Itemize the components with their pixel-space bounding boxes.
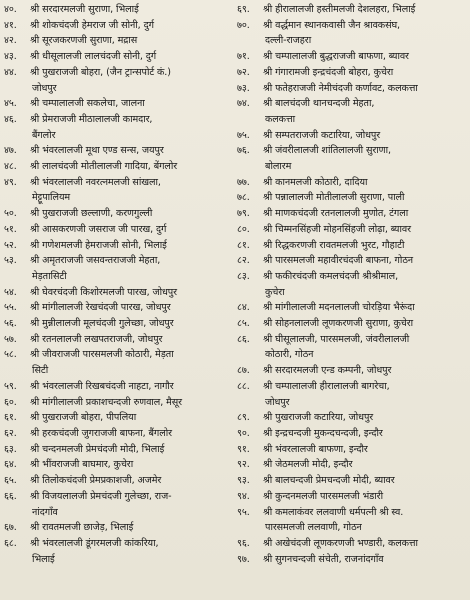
entry-text: श्री रिद्धकरणजी रावतमलजी भुरट, गौहाटी bbox=[263, 239, 405, 251]
entry-text: श्री जेठमलजी मोदी, इन्दौर bbox=[263, 459, 353, 471]
entry-number: ९५. bbox=[237, 506, 250, 518]
donor-entry bbox=[237, 253, 468, 269]
donor-entry bbox=[4, 426, 232, 442]
entry-text-continuation: कुचेरा bbox=[265, 286, 285, 298]
entry-number: ४०. bbox=[4, 4, 17, 15]
entry-text: श्री लालचंदजी मोतीलालजी गादिया, बेंगलोर bbox=[30, 161, 178, 173]
entry-number: ५१. bbox=[4, 223, 17, 235]
entry-number: ९१. bbox=[237, 443, 250, 455]
left-column bbox=[4, 2, 232, 567]
donor-entry bbox=[4, 18, 232, 34]
entry-text: श्री घीसूलालजी, पारसमलजी, जंवरीलालजी bbox=[263, 333, 410, 345]
entry-number: ६०. bbox=[4, 396, 17, 408]
entry-text: श्री सरदारमलजी एन्ड कम्पनी, जोधपुर bbox=[263, 365, 392, 377]
entry-number: ९२. bbox=[237, 459, 250, 471]
entry-number: ४६. bbox=[4, 113, 17, 125]
entry-text: श्री घेवरचंदजी किशोरमलजी पारख, जोधपुर bbox=[30, 286, 177, 298]
entry-text: श्री जंवरीलालजी शांतिलालजी सुराणा, bbox=[263, 145, 391, 157]
entry-number: ९३. bbox=[237, 475, 250, 487]
entry-number: ६१. bbox=[4, 412, 17, 424]
donor-entry bbox=[237, 175, 468, 191]
donor-entry bbox=[237, 18, 468, 49]
donor-entry bbox=[237, 269, 468, 300]
entry-number: ४७. bbox=[4, 145, 17, 157]
donor-entry bbox=[237, 128, 468, 144]
entry-number: ५४. bbox=[4, 286, 17, 298]
entry-number: ९६. bbox=[237, 537, 250, 549]
entry-number: ९४. bbox=[237, 490, 250, 502]
donor-entry bbox=[237, 81, 468, 97]
entry-text-continuation: दल्ली-राजहरा bbox=[265, 35, 312, 47]
entry-number: ५०. bbox=[4, 208, 17, 220]
donor-entry bbox=[4, 175, 232, 206]
donor-entry bbox=[4, 379, 232, 395]
entry-text: श्री भंवरलालजी रिखबचंदजी नाहटा, नागौर bbox=[30, 380, 174, 392]
entry-text: श्री पुखराजजी बोहरा, (जैन ट्रान्सपोर्ट कं.) bbox=[30, 66, 171, 78]
entry-number: ४३. bbox=[4, 51, 17, 63]
donor-entry bbox=[237, 442, 468, 458]
entry-number: ९७. bbox=[237, 553, 250, 565]
donor-entry bbox=[4, 2, 232, 18]
donor-entry bbox=[237, 300, 468, 316]
donor-entry bbox=[4, 238, 232, 254]
entry-number: ७८. bbox=[237, 192, 250, 204]
entry-number: ७४. bbox=[237, 98, 250, 110]
donor-entry bbox=[4, 489, 232, 520]
entry-number: ८८. bbox=[237, 380, 250, 392]
entry-text: श्री वर्द्धमान स्थानकवासी जैन श्रावकसंघ, bbox=[263, 19, 400, 31]
entry-text: श्री सरदारमलजी सुराणा, भिलाई bbox=[30, 4, 139, 15]
entry-text: श्री बालचंदजी थानचन्दजी मेहता, bbox=[263, 98, 375, 110]
donor-entry bbox=[237, 536, 468, 552]
donor-entry bbox=[4, 536, 232, 567]
entry-text: श्री भंवरलालजी मूथा एण्ड सन्स, जयपुर bbox=[30, 145, 164, 157]
entry-text: श्री गणेशमलजी हेमराजजी सोनी, भिलाई bbox=[30, 239, 167, 251]
donor-entry bbox=[4, 65, 232, 96]
donor-entry bbox=[237, 473, 468, 489]
donor-entry bbox=[4, 520, 232, 536]
entry-number: ६८. bbox=[4, 537, 17, 549]
entry-number: ४९. bbox=[4, 176, 17, 188]
entry-text: श्री मांगीलालजी प्रकाशचन्दजी रुणवाल, मैसूर bbox=[30, 396, 182, 408]
donor-entry bbox=[4, 457, 232, 473]
donor-entry bbox=[237, 426, 468, 442]
donor-entry bbox=[4, 143, 232, 159]
donor-entry bbox=[237, 363, 468, 379]
entry-text-continuation: भिलाई bbox=[32, 553, 55, 565]
entry-text: श्री फतेहराजजी नेमीचंदजी कर्णावट, कलकत्ता bbox=[263, 82, 418, 94]
entry-text: श्री प्रेमराजजी मीठालालजी कामदार, bbox=[30, 113, 153, 125]
entry-text: श्री अखेचंदजी लूणकरणजी भण्डारी, कलकत्ता bbox=[263, 537, 418, 549]
entry-text: श्री कुन्दनमलजी पारसमलजी भंडारी bbox=[263, 490, 383, 502]
entry-text-continuation: मेट्टूपालियम bbox=[32, 192, 71, 204]
entry-text: श्री गंगारामजी इन्द्रचंदजी बोहरा, कुचेरा bbox=[263, 66, 394, 78]
entry-number: ८१. bbox=[237, 239, 250, 251]
entry-number: ५८. bbox=[4, 349, 17, 361]
entry-number: ७२. bbox=[237, 66, 250, 78]
donor-entry bbox=[237, 379, 468, 410]
entry-text: श्री सम्पतराजजी कटारिया, जोधपुर bbox=[263, 129, 381, 141]
entry-text: श्री माणकचंदजी रतनलालजी मुणोत, टंगला bbox=[263, 208, 409, 220]
entry-number: ५२. bbox=[4, 239, 17, 251]
entry-text-continuation: नांदगाँव bbox=[32, 506, 58, 518]
donor-entry bbox=[237, 316, 468, 332]
donor-entry bbox=[4, 410, 232, 426]
entry-text: श्री कमलाकंवर ललवाणी धर्मपत्नी श्री स्व. bbox=[263, 506, 404, 518]
donor-entry bbox=[4, 332, 232, 348]
entry-text-continuation: बैंगलोर bbox=[32, 129, 56, 141]
entry-text: श्री धीसूलालजी लालचंदजी सोनी, दुर्ग bbox=[30, 51, 157, 63]
entry-text: श्री चिम्मनसिंहजी मोहनसिंहजी लोढ़ा, ब्यावर bbox=[263, 223, 411, 235]
entry-text: श्री हरकचंदजी जुगराजजी बाफना, बैंगलोर bbox=[30, 427, 172, 439]
entry-text: श्री रावतमलजी छाजेड़, भिलाई bbox=[30, 522, 134, 534]
donor-entry bbox=[237, 143, 468, 174]
donor-entry bbox=[4, 159, 232, 175]
donor-entry bbox=[4, 206, 232, 222]
donor-entry bbox=[4, 253, 232, 284]
entry-text: श्री चम्पालालजी बुद्धराजजी बाफणा, ब्यावर bbox=[263, 51, 409, 63]
donor-entry bbox=[4, 49, 232, 65]
donor-entry bbox=[4, 285, 232, 301]
entry-text: श्री सुगनचन्दजी संचेती, राजनांदगाँव bbox=[263, 553, 384, 565]
entry-text: श्री विजयलालजी प्रेमचंदजी गुलेच्छा, राज- bbox=[30, 490, 172, 502]
donor-entry bbox=[237, 190, 468, 206]
donor-entry bbox=[4, 395, 232, 411]
donor-entry bbox=[237, 49, 468, 65]
entry-text: श्री पुखराजजी छल्लाणी, करणगुल्ली bbox=[30, 208, 153, 220]
entry-text: श्री रतनलालजी लखपतराजजी, जोधपुर bbox=[30, 333, 163, 345]
entry-text: श्री पुखराजजी बोहरा, पीपलिया bbox=[30, 412, 137, 424]
donor-entry bbox=[4, 96, 232, 112]
entry-number: ८३. bbox=[237, 270, 250, 282]
entry-text: श्री पारसमलजी महावीरचंदजी बाफना, गोठन bbox=[263, 255, 414, 267]
entry-text-continuation: जोधपुर bbox=[32, 82, 57, 94]
entry-text-continuation: बोलारम bbox=[265, 161, 292, 173]
donor-entry bbox=[4, 442, 232, 458]
donor-entry bbox=[4, 300, 232, 316]
entry-text: श्री जीवराजजी पारसमलजी कोठारी, मेड़ता bbox=[30, 349, 174, 361]
entry-text: श्री सोहनलालजी लूणकरणजी सुराणा, कुचेरा bbox=[263, 318, 414, 330]
entry-number: ७५. bbox=[237, 129, 250, 141]
entry-text-continuation: मेड़तासिटी bbox=[32, 270, 67, 282]
entry-number: ७९. bbox=[237, 208, 250, 220]
entry-text: श्री हीरालालजी हस्तीमलजी देशलहरा, भिलाई bbox=[263, 4, 416, 15]
donor-entry bbox=[237, 238, 468, 254]
entry-text: श्री भंवरलालजी नवरत्नमलजी सांखला, bbox=[30, 176, 161, 188]
entry-number: ४१. bbox=[4, 19, 17, 31]
entry-text: श्री बालचन्दजी प्रेमचन्दजी मोदी, ब्यावर bbox=[263, 475, 395, 487]
entry-text: श्री आसकरणजी जसराज जी पारख, दुर्ग bbox=[30, 223, 167, 235]
entry-text: श्री मुन्नीलालजी मूलचंदजी गुलेच्छा, जोधपुर bbox=[30, 318, 174, 330]
entry-number: ५६. bbox=[4, 318, 17, 330]
entry-number: ६३. bbox=[4, 443, 17, 455]
entry-number: ६४. bbox=[4, 459, 17, 471]
entry-number: ६७. bbox=[4, 522, 17, 534]
donor-entry bbox=[237, 489, 468, 505]
entry-number: ९०. bbox=[237, 427, 250, 439]
donor-entry bbox=[4, 112, 232, 143]
entry-number: ६५. bbox=[4, 475, 17, 487]
entry-text: श्री मांगीलालजी मदनलालजी चोरड़िया भैरूंदा bbox=[263, 302, 415, 314]
entry-number: ७०. bbox=[237, 19, 250, 31]
entry-number: ८६. bbox=[237, 333, 250, 345]
entry-text: श्री शोकचंदजी हेमराज जी सोनी, दुर्ग bbox=[30, 19, 154, 31]
entry-text-continuation: जोधपुर bbox=[265, 396, 290, 408]
entry-text: श्री कानमलजी कोठारी, दादिया bbox=[263, 176, 368, 188]
entry-number: ५३. bbox=[4, 255, 17, 267]
entry-number: ६६. bbox=[4, 490, 17, 502]
donor-entry bbox=[4, 473, 232, 489]
entry-number: ८५. bbox=[237, 318, 250, 330]
entry-number: ७३. bbox=[237, 82, 250, 94]
entry-number: ४४. bbox=[4, 66, 17, 78]
entry-text-continuation: सिटी bbox=[32, 365, 49, 377]
entry-number: ६२. bbox=[4, 427, 17, 439]
entry-text: श्री भींवराजजी बाघमार, कुचेरा bbox=[30, 459, 134, 471]
entry-number: ८९. bbox=[237, 412, 250, 424]
entry-number: ५७. bbox=[4, 333, 17, 345]
entry-text: श्री भंवरलालजी डूंगरमलजी कांकरिया, bbox=[30, 537, 159, 549]
entry-number: ७१. bbox=[237, 51, 250, 63]
entry-number: ५९. bbox=[4, 380, 17, 392]
donor-entry bbox=[237, 457, 468, 473]
entry-number: ८२. bbox=[237, 255, 250, 267]
entry-number: ८७. bbox=[237, 365, 250, 377]
donor-entry bbox=[4, 347, 232, 378]
entry-text: श्री सूरजकरणजी सुराणा, मद्रास bbox=[30, 35, 138, 47]
entry-text-continuation: कलकत्ता bbox=[265, 113, 295, 125]
entry-text: श्री फकीरचंदजी कमलचंदजी श्रीश्रीमाल, bbox=[263, 270, 399, 282]
entry-number: ७६. bbox=[237, 145, 250, 157]
entry-number: ५५. bbox=[4, 302, 17, 314]
donor-entry bbox=[237, 552, 468, 568]
donor-entry bbox=[237, 410, 468, 426]
entry-text: श्री चम्पालालजी सकलेचा, जालना bbox=[30, 98, 145, 110]
entry-text: श्री तिलोकचंदजी प्रेमप्रकाशजी, अजमेर bbox=[30, 475, 162, 487]
right-column bbox=[237, 2, 468, 567]
donor-entry bbox=[237, 222, 468, 238]
donor-entry bbox=[4, 33, 232, 49]
entry-text-continuation: पारसमलजी ललवाणी, गोठन bbox=[265, 522, 362, 534]
donor-entry bbox=[237, 96, 468, 127]
donor-entry bbox=[4, 316, 232, 332]
entry-number: ४८. bbox=[4, 161, 17, 173]
entry-number: ७७. bbox=[237, 176, 250, 188]
entry-number: ६९. bbox=[237, 4, 250, 15]
entry-text: श्री चम्पालालजी हीरालालजी बागरेचा, bbox=[263, 380, 390, 392]
donor-entry bbox=[237, 206, 468, 222]
entry-number: ८४. bbox=[237, 302, 250, 314]
entry-text: श्री अमृतराजजी जसवन्तराजजी मेहता, bbox=[30, 255, 161, 267]
donor-entry bbox=[237, 65, 468, 81]
entry-text: श्री इन्द्रचन्दजी मुकन्दचन्दजी, इन्दौर bbox=[263, 427, 383, 439]
entry-number: ४५. bbox=[4, 98, 17, 110]
entry-number: ८०. bbox=[237, 223, 250, 235]
entry-text: श्री चन्दनमलजी प्रेमचंदजी मोदी, भिलाई bbox=[30, 443, 165, 455]
entry-text: श्री पुखराजजी कटारिया, जोधपुर bbox=[263, 412, 374, 424]
donor-entry bbox=[237, 2, 468, 18]
donor-entry bbox=[4, 222, 232, 238]
entry-text: श्री पन्नालालजी मोतीलालजी सुराणा, पाली bbox=[263, 192, 405, 204]
donor-entry bbox=[237, 505, 468, 536]
entry-text: श्री भंवरलालजी बाफणा, इन्दौर bbox=[263, 443, 368, 455]
entry-text: श्री मांगीलालजी रेखचंदजी पारख, जोधपुर bbox=[30, 302, 171, 314]
entry-number: ४२. bbox=[4, 35, 17, 47]
entry-text-continuation: कोठारी, गोठन bbox=[265, 349, 314, 361]
donor-entry bbox=[237, 332, 468, 363]
